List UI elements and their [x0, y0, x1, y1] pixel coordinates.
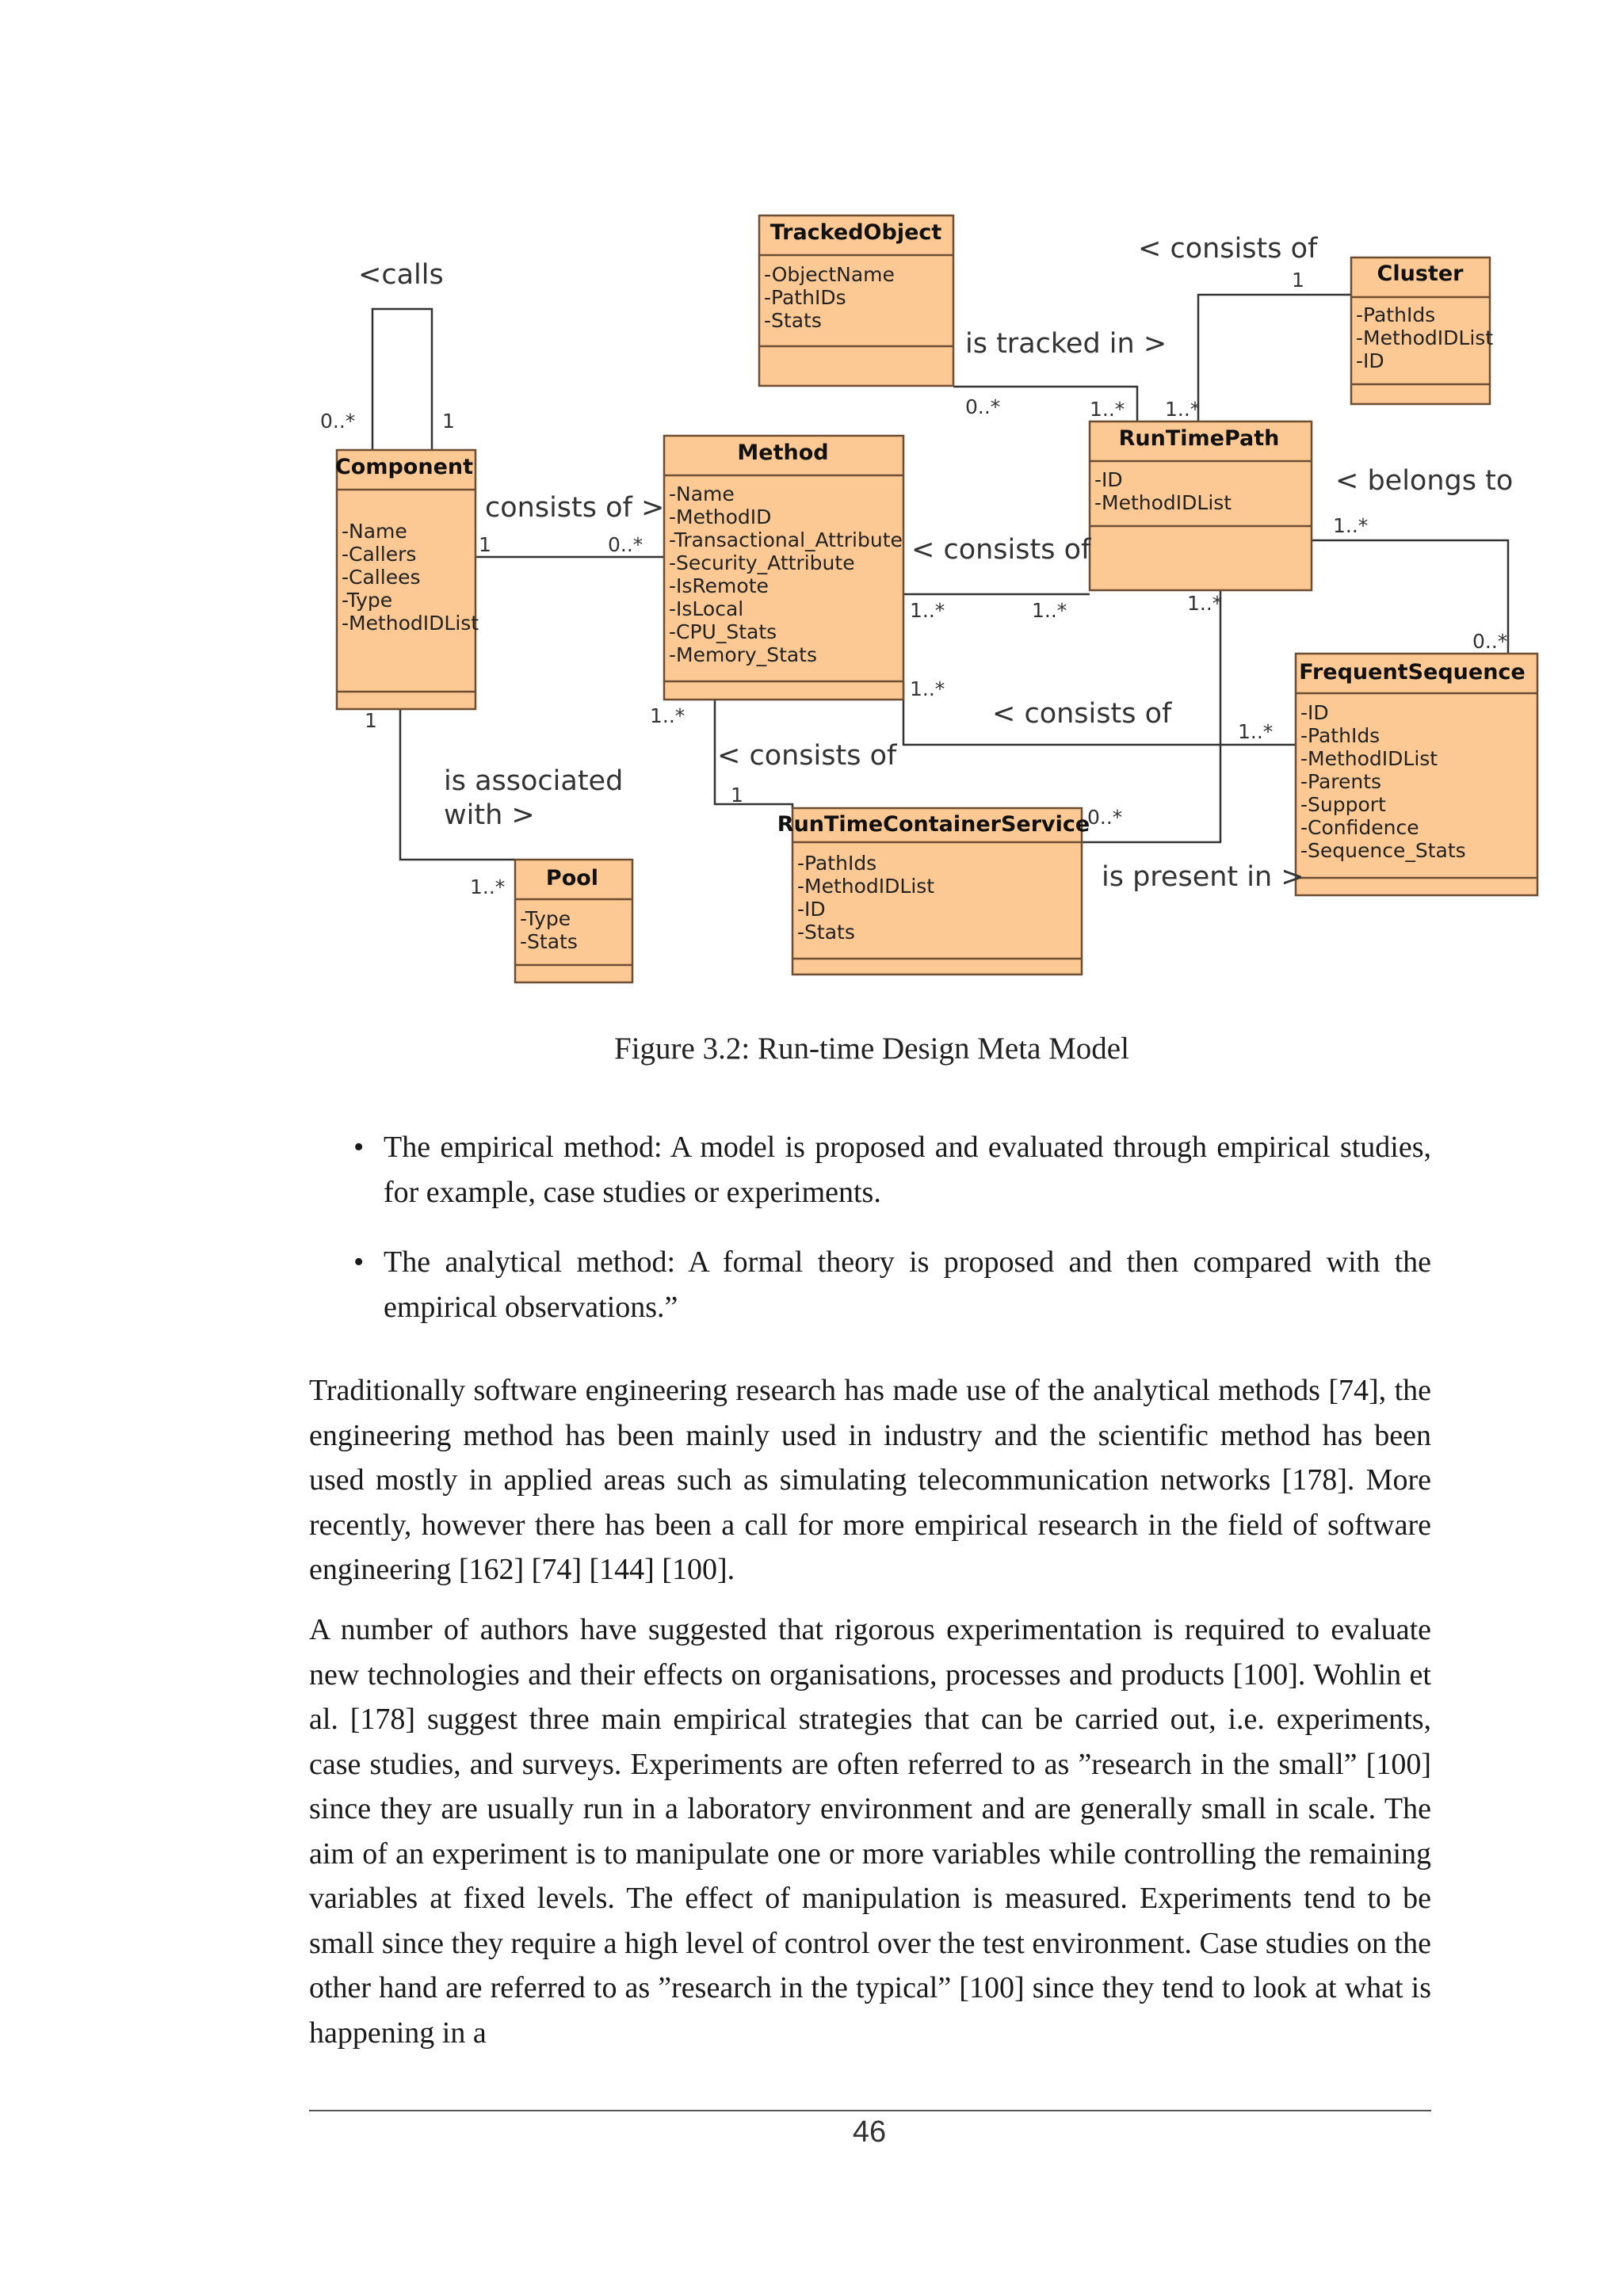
- class-name: Cluster: [1377, 261, 1464, 286]
- class-trackedobject: [759, 215, 953, 386]
- label-consists-of-container: < consists of: [717, 740, 897, 772]
- multiplicity: 1: [479, 533, 491, 556]
- class-name: Component: [334, 455, 474, 479]
- multiplicity: 0..*: [1472, 630, 1508, 653]
- class-attribute: -Sequence_Stats: [1300, 839, 1466, 862]
- class-attribute: -MethodID: [669, 505, 772, 528]
- class-attribute: -PathIDs: [764, 286, 846, 309]
- class-attribute: -MethodIDList: [797, 875, 935, 898]
- class-attribute: -ID: [1300, 701, 1329, 724]
- multiplicity: 1: [365, 709, 377, 732]
- class-attribute: -ID: [797, 898, 826, 921]
- class-attribute: -ID: [1356, 349, 1384, 372]
- bullet-item: [309, 1240, 1431, 1329]
- class-attribute: -Stats: [520, 930, 578, 953]
- label-belongs-to: < belongs to: [1335, 465, 1514, 497]
- bullet-item: [309, 1125, 1431, 1215]
- multiplicity: 1..*: [470, 875, 506, 898]
- class-component: [335, 450, 479, 709]
- bullet-list: [309, 1125, 1431, 1355]
- class-attribute: -MethodIDList: [1356, 326, 1494, 349]
- multiplicity: 1..*: [910, 599, 945, 622]
- multiplicity: 1..*: [650, 704, 685, 727]
- class-attribute: -MethodIDList: [1300, 747, 1438, 770]
- multiplicity: 1: [442, 410, 455, 433]
- class-frequentsequence: [1296, 654, 1537, 895]
- label-consists-of-freqseq: < consists of: [992, 698, 1172, 730]
- class-attribute: -Stats: [764, 309, 822, 332]
- label-is-present-in: is present in >: [1102, 861, 1304, 893]
- multiplicity: 0..*: [608, 533, 643, 556]
- multiplicity: 1..*: [1165, 398, 1201, 421]
- class-attribute: -Callees: [342, 566, 421, 589]
- multiplicity: 1: [1292, 269, 1304, 292]
- label-calls: <calls: [358, 259, 444, 291]
- class-attribute: -MethodIDList: [342, 612, 479, 635]
- class-runtimepath: [1090, 421, 1312, 590]
- label-is-associated-with: with >: [444, 799, 535, 831]
- figure-caption: Figure 3.2: Run-time Design Meta Model: [614, 1032, 1129, 1066]
- paragraph: A number of authors have suggested that rigorous experimentation is required to evaluate new technologies and their effects on organisations, processes and products [100]. Wohlin et al. [178] suggest three main empirical strategies that can be carried out, i.e. experiments, case studies, and surveys. Experiments are often referred to as ”research in the small” [100] since they are usually run in a laboratory environment and are generally small in scale. The aim of an experiment is to manipulate one or more variables while controlling the remaining variables at fixed levels. The effect of manipulation is measured. Experiments tend to be small since they require a high level of control over the test environment. Case studies on the other hand are referred to as ”research in the typical” [100] since they tend to look at what is happening in a: [309, 1613, 1431, 2050]
- class-attribute: -PathIds: [1356, 303, 1436, 326]
- class-attribute: -Support: [1300, 793, 1386, 816]
- class-attribute: -IsLocal: [669, 597, 744, 620]
- class-attribute: -Name: [669, 482, 735, 505]
- footer-rule: [309, 2110, 1431, 2111]
- bullet-marker: •: [353, 1131, 365, 1164]
- class-name: Pool: [545, 866, 599, 891]
- class-attribute: -CPU_Stats: [669, 620, 777, 643]
- class-attribute: -PathIds: [1300, 724, 1381, 747]
- class-attribute: -PathIds: [797, 852, 877, 875]
- multiplicity: 1..*: [1032, 599, 1067, 622]
- class-attribute: -Confidence: [1300, 816, 1419, 839]
- class-runtimecontainerservice: [777, 808, 1090, 974]
- page-number: 46: [852, 2115, 887, 2149]
- multiplicity: 0..*: [965, 395, 1001, 418]
- label-consists-of-cluster: < consists of: [1138, 233, 1318, 265]
- class-attribute: -Memory_Stats: [669, 643, 818, 666]
- label-consists-of-runtimepath: < consists of: [911, 534, 1091, 566]
- class-attribute: -Transactional_Attribute: [669, 528, 903, 551]
- cluster-runtimepath-line: [1198, 295, 1351, 421]
- multiplicity: 1..*: [1238, 720, 1274, 743]
- uml-diagram: [0, 0, 1623, 1022]
- class-attribute: -Callers: [342, 543, 417, 566]
- class-attribute: -Stats: [797, 921, 855, 944]
- multiplicity: 1..*: [1333, 514, 1369, 537]
- class-attribute: -Name: [342, 520, 407, 543]
- class-attribute: -IsRemote: [669, 574, 769, 597]
- class-pool: [515, 860, 632, 982]
- class-attribute: -MethodIDList: [1094, 491, 1232, 514]
- label-consists-of-component: consists of >: [485, 492, 665, 524]
- bullet-marker: •: [353, 1245, 365, 1279]
- label-is-associated-with: is associated: [444, 765, 624, 797]
- bullet-text: The empirical method: A model is proposed and evaluated through empirical studies, for example, case studies or experiments.: [384, 1131, 1431, 1209]
- class-cluster: [1351, 257, 1493, 404]
- class-name: RunTimePath: [1118, 426, 1280, 451]
- class-attribute: -ObjectName: [764, 263, 895, 286]
- paragraph: Traditionally software engineering research has made use of the analytical methods [74], the engineering method has been mainly used in industry and the scientific method has been used mostly in applied areas such as simulating telecommunication networks [178]. More recently, however there has been a call for more empirical research in the field of software engineering [162] [74] [144] [100].: [309, 1374, 1431, 1586]
- class-name: RunTimeContainerService: [777, 812, 1090, 837]
- class-attribute: -Security_Attribute: [669, 551, 855, 574]
- multiplicity: 1..*: [910, 677, 945, 700]
- class-name: FrequentSequence: [1299, 660, 1526, 685]
- calls-self-association: [372, 309, 432, 450]
- label-is-tracked-in: is tracked in >: [965, 328, 1167, 360]
- class-attribute: -Type: [342, 589, 393, 612]
- class-attribute: -Parents: [1300, 770, 1382, 793]
- class-attribute: -Type: [520, 907, 571, 930]
- class-attribute: -ID: [1094, 468, 1123, 491]
- multiplicity: 0..*: [1087, 806, 1123, 829]
- multiplicity: 1..*: [1187, 592, 1223, 615]
- multiplicity: 0..*: [320, 410, 356, 433]
- bullet-text: The analytical method: A formal theory is proposed and then compared with the empirical observations.”: [384, 1245, 1431, 1324]
- multiplicity: 1: [731, 784, 743, 807]
- class-method: [664, 436, 903, 700]
- multiplicity: 1..*: [1090, 398, 1125, 421]
- class-name: TrackedObject: [769, 220, 942, 245]
- class-name: Method: [737, 441, 829, 465]
